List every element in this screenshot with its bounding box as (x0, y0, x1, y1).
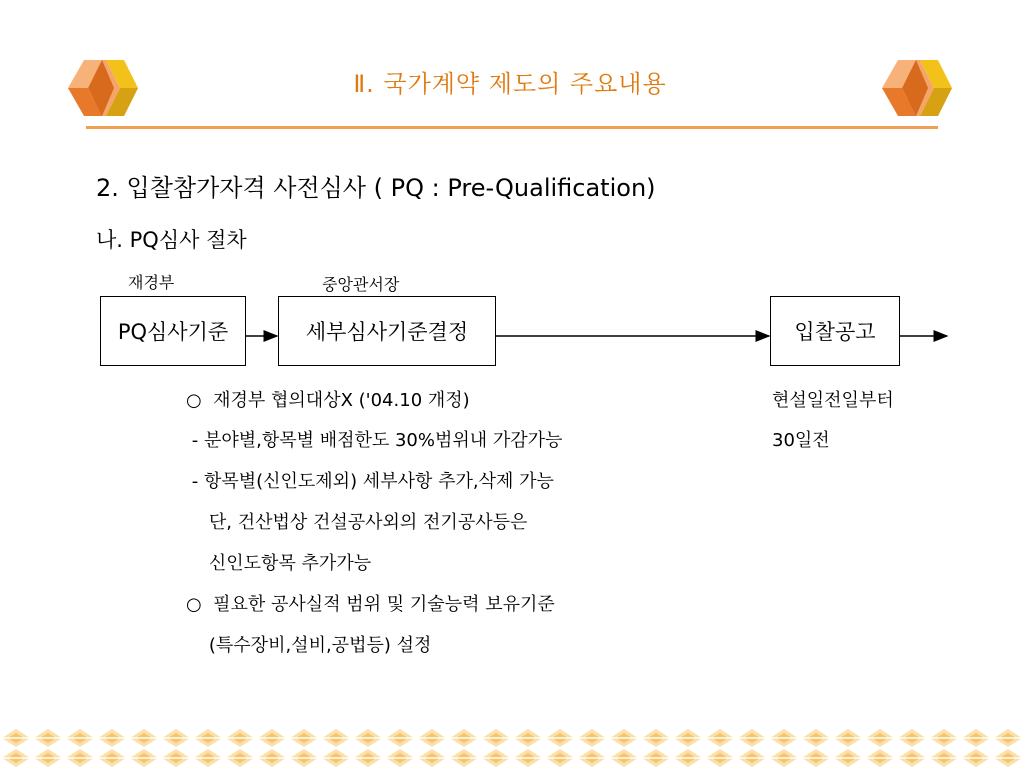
flow-box-pq-criteria (100, 296, 246, 366)
flow-label-finance-ministry: 재경부 (128, 273, 175, 292)
cube-logo-left (66, 58, 140, 120)
note-right-line: 30일전 (772, 430, 830, 451)
note-line: 신인도항목 추가가능 (186, 553, 372, 574)
flow-box-bid-notice (770, 296, 900, 366)
note-line: ○ 재경부 협의대상X ('04.10 개정) (186, 390, 470, 411)
flow-box-bid-notice-label: 입찰공고 (794, 320, 876, 344)
flow-box-pq-criteria-label: PQ심사기준 (117, 320, 229, 344)
note-line: - 분야별,항목별 배점한도 30%범위내 가감가능 (186, 430, 563, 451)
section-subheading: 나. PQ심사 절차 (96, 228, 247, 252)
note-right-line: 현설일전일부터 (772, 390, 894, 411)
cube-logo-right (880, 58, 954, 120)
page-title: Ⅱ. 국가계약 제도의 주요내용 (353, 70, 667, 98)
note-line: ○ 필요한 공사실적 범위 및 기술능력 보유기준 (186, 594, 555, 615)
note-line: 단, 건산법상 건설공사외의 전기공사등은 (186, 512, 528, 533)
decorative-diamond-band (0, 728, 1024, 768)
title-divider (86, 126, 938, 129)
section-heading: 2. 입찰참가자격 사전심사 ( PQ : Pre-Qualification) (96, 174, 656, 202)
note-line: - 항목별(신인도제외) 세부사항 추가,삭제 가능 (186, 471, 554, 492)
note-line: (특수장비,설비,공법등) 설정 (186, 635, 432, 656)
flow-box-detail-criteria-label: 세부심사기준결정 (305, 320, 469, 344)
flow-label-central-agency: 중앙관서장 (322, 275, 400, 294)
flow-box-detail-criteria (278, 296, 496, 366)
